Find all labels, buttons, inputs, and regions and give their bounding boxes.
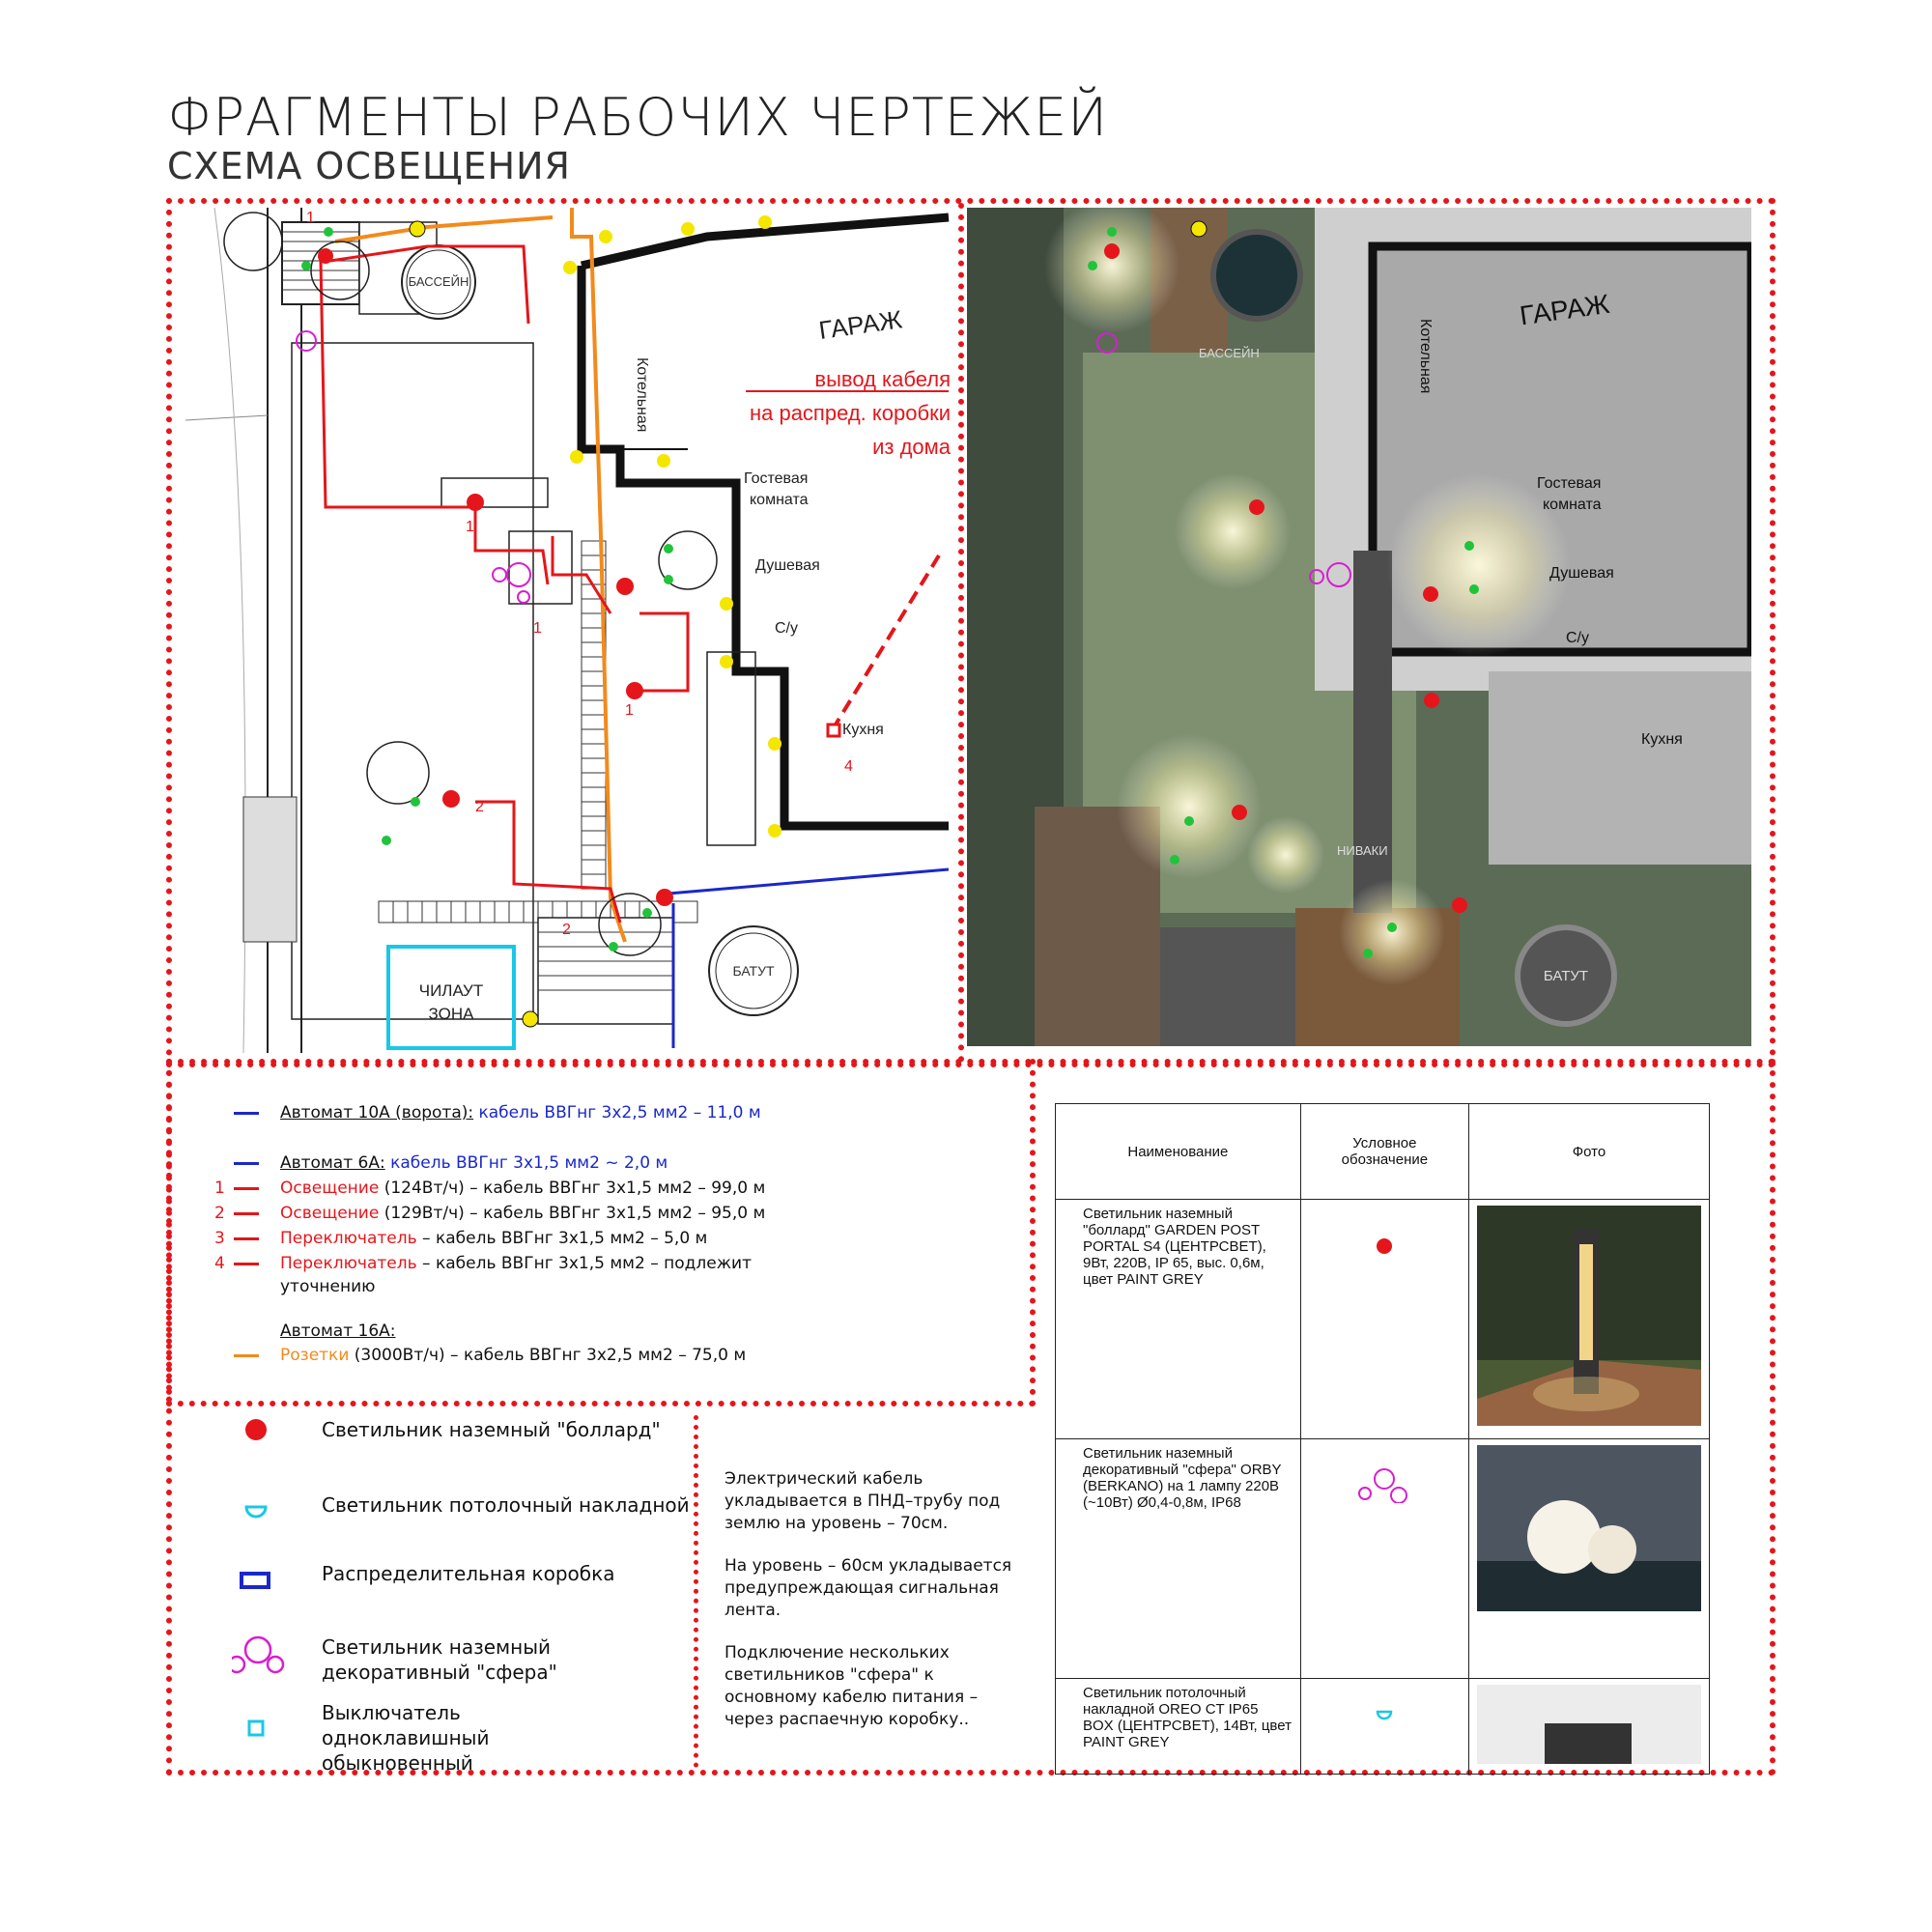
cable-color-swatch — [234, 1212, 259, 1215]
line-2-num-b: 2 — [562, 922, 571, 938]
render-guest-label-1: Гостевая — [1537, 475, 1602, 492]
sphere-symbol-icon — [232, 1637, 283, 1672]
ceiling-table-icon — [1370, 1685, 1399, 1743]
cable-legend-row — [214, 1153, 668, 1173]
row-name-sphere: Светильник наземный декоративный "сфера" ORBY (BERKANO) на 1 лампу 220В (~10Вт) Ø0,4-0,8м, IP68 — [1056, 1439, 1301, 1679]
cable-legend-text: кабель ВВГнг 3х2,5 мм2 – 11,0 м — [473, 1103, 761, 1122]
garage-label: ГАРАЖ — [816, 304, 904, 345]
cable-color-swatch — [234, 1286, 259, 1289]
cable-legend-text: – кабель ВВГнг 3х1,5 мм2 – подлежит — [416, 1254, 752, 1273]
guest-label-1: Гостевая — [744, 470, 809, 487]
col-header-symbol: Условное обозначение — [1300, 1104, 1468, 1200]
render-boiler-label: Котельная — [1417, 319, 1434, 394]
cable-legend-text: (129Вт/ч) – кабель ВВГнг 3х1,5 мм2 – 95,0 м — [379, 1204, 766, 1223]
spec-table — [1055, 1103, 1710, 1775]
chill-label-1: ЧИЛАУТ — [418, 981, 484, 1000]
cable-legend-row — [214, 1277, 375, 1296]
cable-legend-text: (3000Вт/ч) – кабель ВВГнг 3х2,5 мм2 – 75,0 м — [349, 1346, 747, 1365]
cable-legend-head: Автомат 16А: — [280, 1321, 396, 1341]
render-kitchen-label: Кухня — [1641, 731, 1683, 748]
symbol-sphere-label: Светильник наземный декоративный "сфера" — [322, 1635, 557, 1684]
lighting-render — [967, 208, 1751, 1046]
chill-label-2: ЗОНА — [428, 1005, 474, 1023]
page-title: ФРАГМЕНТЫ РАБОЧИХ ЧЕРТЕЖЕЙ — [167, 87, 1108, 148]
cable-color-swatch — [234, 1263, 259, 1265]
bollard-symbol-icon — [245, 1419, 267, 1440]
cable-legend-row — [214, 1179, 765, 1198]
sphere-photo — [1477, 1445, 1701, 1611]
render-trampoline-label: БАТУТ — [1543, 968, 1589, 984]
row-name-ceiling: Светильник потолочный накладной OREO CT IP65 BOX (ЦЕНТРСВЕТ), 14Вт, цвет PAINT GREY — [1056, 1679, 1301, 1775]
cable-color-swatch — [234, 1187, 259, 1190]
row-name-bollard: Светильник наземный "боллард" GARDEN POST PORTAL S4 (ЦЕНТРСВЕТ), 9Вт, 220В, IP 65, выс. 0,6м, цвет PAINT GREY — [1056, 1200, 1301, 1439]
trampoline-label: БАТУТ — [732, 963, 775, 979]
boiler-label: Котельная — [634, 357, 650, 433]
cable-legend-head: Автомат 6А: — [280, 1153, 385, 1173]
lighting-plan — [185, 208, 951, 1053]
cable-legend-row — [214, 1103, 761, 1122]
line-1-num-d: 1 — [306, 210, 315, 226]
cable-color-swatch — [234, 1162, 259, 1165]
cable-color-swatch — [234, 1354, 259, 1357]
sphere-table-icon — [1346, 1445, 1423, 1503]
guest-label-2: комната — [750, 492, 809, 508]
render-wc-label: С/у — [1566, 630, 1589, 646]
line-2-num-a: 2 — [475, 799, 484, 815]
symbol-ceiling-label: Светильник потолочный накладной — [322, 1493, 690, 1517]
junction-box-symbol-icon — [242, 1574, 269, 1587]
cable-color-swatch — [234, 1112, 259, 1115]
pool-label: БАССЕЙН — [408, 274, 469, 289]
line-1-num-b: 1 — [533, 620, 542, 637]
cable-color-swatch — [234, 1237, 259, 1240]
note-warning-tape: На уровень – 60см укладывается предупреждающая сигнальная лента. — [724, 1556, 1012, 1620]
notes-divider — [694, 1415, 698, 1768]
cable-legend-head: Автомат 10А (ворота): — [280, 1103, 474, 1122]
bollard-table-icon — [1370, 1206, 1399, 1264]
cable-legend-head: Освещение — [280, 1179, 380, 1198]
cable-legend-head: Переключатель — [280, 1254, 417, 1273]
cable-legend-head: Освещение — [280, 1204, 380, 1223]
render-pool-label: БАССЕЙН — [1199, 346, 1260, 360]
middle-divider — [958, 203, 964, 1063]
symbol-bollard-label: Светильник наземный "боллард" — [322, 1418, 661, 1441]
line-4-num: 4 — [844, 758, 853, 775]
cable-legend-row — [214, 1204, 765, 1223]
line-1-num-a: 1 — [466, 519, 474, 535]
col-header-name: Наименование — [1056, 1104, 1301, 1200]
symbol-switch-label: Выключатель одноклавишный обыкновенный — [322, 1701, 490, 1775]
col-header-photo: Фото — [1468, 1104, 1709, 1200]
wc-label: С/у — [775, 620, 798, 637]
cable-note-3: из дома — [872, 435, 951, 459]
page-subtitle: СХЕМА ОСВЕЩЕНИЯ — [167, 145, 571, 187]
note-sphere-connection: Подключение нескольких светильников "сфера" к основному кабелю питания – через распаечную коробку.. — [724, 1643, 979, 1729]
cable-legend-text: кабель ВВГнг 3х1,5 мм2 ~ 2,0 м — [384, 1153, 668, 1173]
cable-note-2: на распред. коробки — [749, 401, 951, 425]
note-cable-depth: Электрический кабель укладывается в ПНД–трубу под землю на уровень – 70см. — [724, 1469, 1001, 1533]
cable-color-swatch — [234, 1330, 259, 1333]
kitchen-label: Кухня — [842, 722, 884, 738]
cable-legend-num: 1 — [214, 1179, 225, 1198]
render-niches-label: НИВАКИ — [1337, 843, 1388, 858]
cable-legend-text: (124Вт/ч) – кабель ВВГнг 3х1,5 мм2 – 99,0 м — [379, 1179, 766, 1198]
cable-legend-row — [214, 1254, 752, 1273]
cable-legend-num: 2 — [214, 1204, 225, 1223]
cable-legend-text: уточнению — [280, 1277, 376, 1296]
cable-legend-row — [214, 1229, 707, 1248]
render-garage-label: ГАРАЖ — [1518, 288, 1612, 331]
ceiling-light-symbol-icon — [246, 1507, 266, 1517]
cable-legend-text: – кабель ВВГнг 3х1,5 мм2 – 5,0 м — [416, 1229, 708, 1248]
shower-label: Душевая — [755, 557, 820, 574]
line-1-num-c: 1 — [625, 702, 634, 719]
cable-note-1: вывод кабеля — [814, 367, 951, 391]
render-shower-label: Душевая — [1549, 565, 1614, 582]
cable-legend-num: 4 — [214, 1254, 225, 1273]
ceiling-photo — [1477, 1685, 1701, 1764]
bollard-photo — [1477, 1206, 1701, 1426]
cable-legend-num: 3 — [214, 1229, 225, 1248]
cable-legend-row — [214, 1321, 396, 1341]
switch-symbol-icon — [249, 1721, 263, 1735]
render-guest-label-2: комната — [1543, 497, 1602, 513]
cable-legend-head: Переключатель — [280, 1229, 417, 1248]
symbol-junction-label: Распределительная коробка — [322, 1562, 615, 1585]
cable-legend-row — [214, 1346, 746, 1365]
cable-legend-head: Розетки — [280, 1346, 350, 1365]
